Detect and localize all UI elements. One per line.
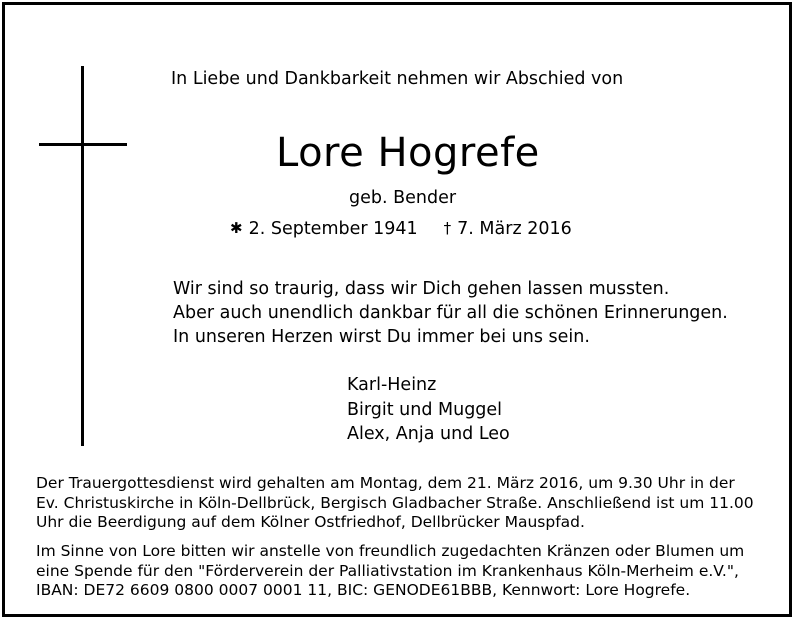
- intro-text: In Liebe und Dankbarkeit nehmen wir Abschied von: [171, 69, 624, 89]
- verse-line: Wir sind so traurig, dass wir Dich gehen lassen mussten.: [173, 279, 670, 299]
- birth-star-icon: ✱: [230, 219, 243, 237]
- funeral-service-info: [36, 474, 754, 533]
- cross-icon-horizontal-bar: [39, 143, 127, 146]
- verse-line: In unseren Herzen wirst Du immer bei uns sein.: [173, 327, 590, 347]
- donation-request: [36, 542, 744, 601]
- memorial-verse: [173, 277, 728, 349]
- service-line: Der Trauergottesdienst wird gehalten am Montag, dem 21. März 2016, um 9.30 Uhr in der: [36, 474, 735, 492]
- deceased-name: Lore Hogrefe: [276, 130, 540, 176]
- verse-line: Aber auch unendlich dankbar für all die schönen Erinnerungen.: [173, 303, 728, 323]
- service-line: Uhr die Beerdigung auf dem Kölner Ostfriedhof, Dellbrücker Mauspfad.: [36, 513, 585, 531]
- mourner-name: Karl-Heinz: [347, 375, 437, 395]
- mourner-name: Alex, Anja und Leo: [347, 424, 510, 444]
- service-line: Ev. Christuskirche in Köln-Dellbrück, Bergisch Gladbacher Straße. Anschließend ist um 11.00: [36, 493, 754, 512]
- donation-line: eine Spende für den "Förderverein der Palliativstation im Krankenhaus Köln-Merheim e.V.",: [36, 561, 739, 580]
- birth-date: 2. September 1941: [248, 219, 418, 239]
- life-dates: [230, 219, 572, 239]
- donation-line: IBAN: DE72 6609 0800 0007 0001 11, BIC: GENODE61BBB, Kennwort: Lore Hogrefe.: [36, 581, 691, 599]
- mourners-list: [347, 373, 510, 447]
- cross-icon-vertical-bar: [81, 66, 84, 446]
- mourner-name: Birgit und Muggel: [347, 399, 503, 420]
- obituary-notice: [2, 2, 792, 617]
- death-cross-icon: †: [443, 219, 452, 237]
- maiden-name: geb. Bender: [349, 188, 457, 208]
- death-date: 7. März 2016: [457, 219, 572, 239]
- donation-line: Im Sinne von Lore bitten wir anstelle von freundlich zugedachten Kränzen oder Blumen um: [36, 542, 745, 560]
